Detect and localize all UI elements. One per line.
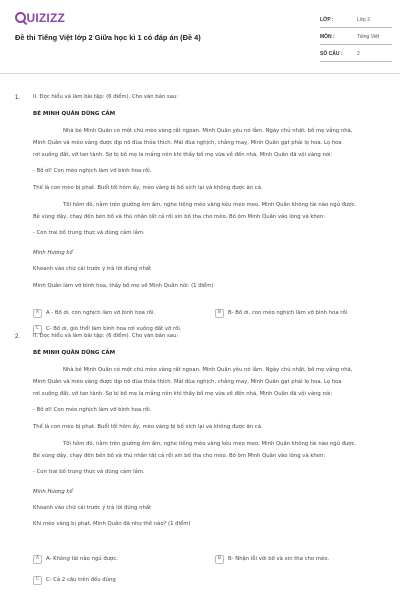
question-prompt: Khi mèo vàng bị phạt, Minh Quân đã như thế nào? (1 điểm) <box>33 521 191 527</box>
option-letter-box: B <box>215 309 224 318</box>
question-number: 1. <box>15 95 21 101</box>
option-letter-box: C <box>33 576 42 585</box>
question-intro: II. Đọc hiểu và làm bài tập: (6 điểm). Cho văn bản sau: <box>33 94 179 100</box>
option-text: B- Bố ơi, con mèo nghịch làm vỡ bình hoa rồi <box>228 309 348 316</box>
story-title: BÉ MINH QUÂN DŨNG CẢM <box>33 350 116 356</box>
answer-option-b[interactable] <box>215 309 347 318</box>
story-line: Bé vùng dậy, chạy đến bên bố và thú nhận tất cả rồi xin bố tha cho mèo. Bố ôm Minh Quân vào lòng và khen: <box>33 214 326 220</box>
question-instruction: Khoanh vào chữ cái trước ý trả lời đúng nhất <box>33 505 152 511</box>
question-instruction: Khoanh vào chữ cái trước ý trả lời đúng nhất <box>33 266 152 272</box>
story-line: Bé vùng dậy, chạy đến bên bố và thú nhận tất cả rồi xin bố tha cho mèo. Bố ôm Minh Quân vào lòng và khen: <box>33 453 326 459</box>
option-text: A- Không tài nào ngủ được. <box>46 555 118 562</box>
option-letter-box: B <box>215 555 224 564</box>
story-author: Minh Hương kể <box>33 250 73 256</box>
story-quote: - Bố ơi! Con mèo nghịch làm vỡ bình hoa rồi. <box>33 168 152 174</box>
story-author: Minh Hương kể <box>33 489 73 495</box>
header-divider <box>0 73 400 74</box>
story-line: Tối hôm đó, nằm trên giường êm ấm, nghe tiếng mèo vàng kêu meo meo, Minh Quân không tài nào ngủ được. <box>63 441 357 447</box>
option-text: B- Nhận lỗi với bố và xin tha cho mèo. <box>228 555 330 562</box>
meta-value: 2 <box>357 50 360 57</box>
option-text: C- Bố ơi, gió thổi làm bình hoa rơi xuống đất vỡ rồi. <box>46 325 182 332</box>
logo-q-icon <box>15 12 26 23</box>
answer-option-a[interactable] <box>33 555 118 564</box>
answer-option-c[interactable] <box>33 576 116 585</box>
meta-fields <box>320 14 392 65</box>
question-intro: II. Đọc hiểu và làm bài tập: (6 điểm). Cho văn bản sau: <box>33 333 179 339</box>
meta-row-class <box>320 14 392 28</box>
story-line: Nhà bé Minh Quân có một chú mèo vàng rất ngoan. Minh Quân yêu nó lắm. Ngày chủ nhật, bố mẹ vắng nhà, <box>63 128 353 134</box>
story-title: BÉ MINH QUÂN DŨNG CẢM <box>33 111 116 117</box>
meta-value: Lớp 2 <box>357 16 371 23</box>
story-line: Tối hôm đó, nằm trên giường êm ấm, nghe tiếng mèo vàng kêu meo meo, Minh Quân không tài nào ngủ được. <box>63 202 357 208</box>
story-line: Thế là con mèo bị phạt. Buổi tối hôm ấy, mèo vàng bị bố xích lại và không được ăn cá. <box>33 185 263 191</box>
option-text: A - Bố ơi, con nghịch làm vỡ bình hoa rồi. <box>46 309 156 316</box>
question-number: 2. <box>15 334 21 340</box>
meta-key: SỐ CÂU : <box>320 50 343 57</box>
meta-value: Tiếng Việt <box>357 33 380 40</box>
story-line: rơi xuống đất, vỡ tan tành. Sợ bị bố mẹ la mắng nên khi thấy bố mẹ vừa về đến nhà, Minh Quân đã vội vàng nói: <box>33 152 333 158</box>
logo-text: UIZIZZ <box>26 11 66 25</box>
document-title: Đề thi Tiếng Việt lớp 2 Giữa học kì 1 có đáp án (Đề 4) <box>15 33 201 42</box>
option-letter-box: A <box>33 555 42 564</box>
worksheet-header <box>0 0 400 64</box>
answer-option-a[interactable] <box>33 309 155 318</box>
option-text: C- Cả 2 câu trên đều đúng <box>46 576 116 583</box>
story-quote: - Con trai bố trung thực và dũng cảm lắm. <box>33 230 145 236</box>
meta-key: MÔN : <box>320 33 335 40</box>
question-prompt: Minh Quân làm vỡ bình hoa, thấy bố mẹ về Minh Quân nói: (1 điểm) <box>33 283 214 289</box>
story-line: Nhà bé Minh Quân có một chú mèo vàng rất ngoan. Minh Quân yêu nó lắm. Ngày chủ nhật, bố mẹ vắng nhà, <box>63 367 353 373</box>
meta-row-subject <box>320 31 392 45</box>
answer-option-b[interactable] <box>215 555 329 564</box>
meta-key: LỚP : <box>320 16 334 23</box>
story-quote: - Bố ơi! Con mèo nghịch làm vỡ bình hoa rồi. <box>33 407 152 413</box>
option-letter-box: C <box>33 325 42 334</box>
option-letter-box: A <box>33 309 42 318</box>
story-quote: - Con trai bố trung thực và dũng cảm lắm. <box>33 469 145 475</box>
story-line: Minh Quân và mèo vàng được dịp nô đùa thỏa thích. Mải đùa nghịch, chẳng may, Minh Quân gạt phải lọ hoa. Lọ hoa <box>33 140 342 146</box>
story-line: Thế là con mèo bị phạt. Buổi tối hôm ấy, mèo vàng bị bố xích lại và không được ăn cá. <box>33 424 263 430</box>
story-line: rơi xuống đất, vỡ tan tành. Sợ bị bố mẹ la mắng nên khi thấy bố mẹ vừa về đến nhà, Minh Quân đã vội vàng nói: <box>33 391 333 397</box>
story-line: Minh Quân và mèo vàng được dịp nô đùa thỏa thích. Mải đùa nghịch, chẳng may, Minh Quân gạt phải lọ hoa. Lọ hoa <box>33 379 342 385</box>
meta-row-count <box>320 48 392 62</box>
quizizz-logo <box>15 10 65 26</box>
